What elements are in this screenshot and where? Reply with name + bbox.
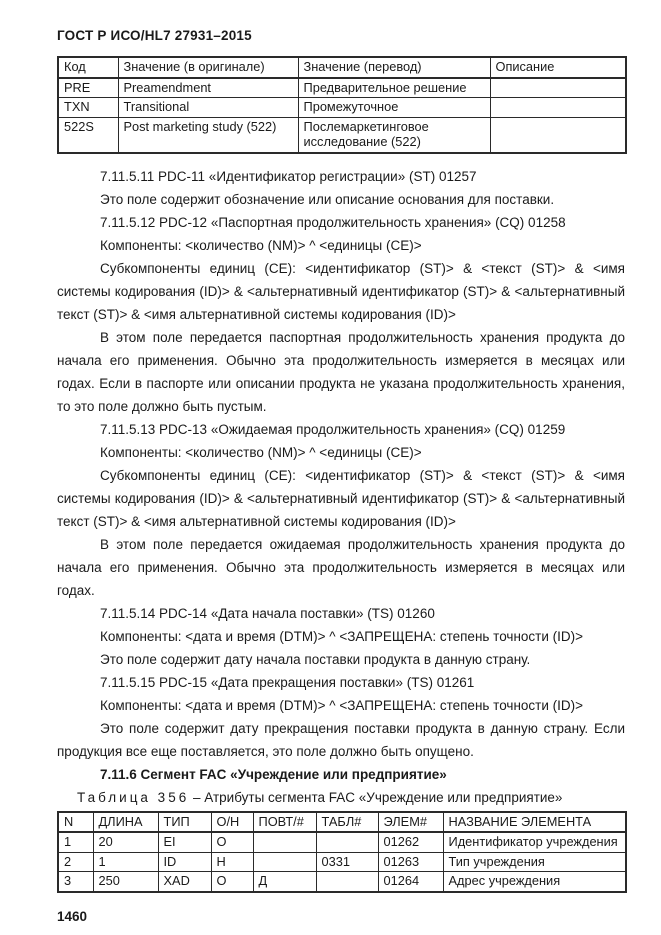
code-values-table-head [58,57,626,78]
table-cell: Н [211,852,253,872]
paragraph: Субкомпоненты единиц (CE): <идентификатор (ST)> & <текст (ST)> & <имя системы кодирования (ID)> & <альтернативный идентификатор (ST)> & <альтернативный текст (ST)> & <имя альтернативной системы кодирования (ID)> [57,260,625,322]
table-caption-dash: – [192,789,201,805]
table-row [58,98,626,118]
table-caption [57,786,625,809]
column-header: ТИП [158,812,211,833]
table-cell: 250 [93,872,158,892]
column-header: НАЗВАНИЕ ЭЛЕМЕНТА [443,812,626,833]
column-header: Значение (в оригинале) [118,57,298,78]
table-cell [316,872,378,892]
paragraph: 7.11.5.14 PDC-14 «Дата начала поставки» (TS) 01260 [100,605,435,621]
paragraph: В этом поле передается ожидаемая продолжительность хранения продукта до начала его применения. Обычно эта продолжительность измеряется в месяцах или годах. [57,536,625,598]
table-cell: 2 [58,852,93,872]
table-row [58,872,626,892]
table-cell: О [211,832,253,852]
table-cell: Тип учреждения [443,852,626,872]
column-header: О/Н [211,812,253,833]
table-cell [490,98,626,118]
table-cell: Идентификатор учреждения [443,832,626,852]
section-block [57,763,625,809]
paragraph: Компоненты: <количество (NM)> ^ <единицы (CE)> [100,237,422,253]
column-header: Значение (перевод) [298,57,490,78]
fac-attributes-table [57,811,627,893]
fac-attributes-table-body [58,832,626,892]
table-row [58,78,626,98]
table-cell: 0331 [316,852,378,872]
table-cell: О [211,872,253,892]
table-cell: 3 [58,872,93,892]
table-caption-label: Таблица 356 [77,789,190,805]
table-cell: Адрес учреждения [443,872,626,892]
column-header: ТАБЛ# [316,812,378,833]
fac-attributes-table-head [58,812,626,833]
table-cell: 522S [58,117,118,153]
section-heading: 7.11.6 Сегмент FAC «Учреждение или предприятие» [100,766,447,782]
table-cell: 1 [58,832,93,852]
table-cell: 01264 [378,872,443,892]
header-row [58,57,626,78]
paragraph: 7.11.5.15 PDC-15 «Дата прекращения поставки» (TS) 01261 [100,674,475,690]
table-cell: TXN [58,98,118,118]
page-number: 1460 [57,908,88,924]
paragraph: Это поле содержит обозначение или описание основания для поставки. [100,191,555,207]
table-cell: ID [158,852,211,872]
paragraph: Субкомпоненты единиц (CE): <идентификатор (ST)> & <текст (ST)> & <имя системы кодирования (ID)> & <альтернативный идентификатор (ST)> & <альтернативный текст (ST)> & <имя альтернативной системы кодирования (ID)> [57,467,625,529]
table-cell: Д [253,872,316,892]
column-header: Код [58,57,118,78]
table-cell: 1 [93,852,158,872]
column-header: ЭЛЕМ# [378,812,443,833]
table-cell: Промежуточное [298,98,490,118]
code-values-table [57,56,627,154]
table-cell [490,117,626,153]
standard-title: ГОСТ Р ИСО/HL7 27931–2015 [57,28,252,43]
column-header: ДЛИНА [93,812,158,833]
paragraph: Компоненты: <количество (NM)> ^ <единицы (CE)> [100,444,422,460]
table-cell: XAD [158,872,211,892]
paragraph: Это поле содержит дату начала поставки продукта в данную страну. [100,651,531,667]
table-row [58,852,626,872]
table-cell: 01262 [378,832,443,852]
table-cell [253,832,316,852]
body-text [57,165,625,763]
table-caption-text: Атрибуты сегмента FAC «Учреждение или предприятие» [204,789,563,805]
table-row [58,832,626,852]
table-cell: Послемаркетинговое исследование (522) [298,117,490,153]
paragraph: Компоненты: <дата и время (DTM)> ^ <ЗАПРЕЩЕНА: степень точности (ID)> [100,697,584,713]
table-cell: Post marketing study (522) [118,117,298,153]
table-cell: Предварительное решение [298,78,490,98]
code-values-table-body [58,78,626,153]
column-header: N [58,812,93,833]
table-cell: EI [158,832,211,852]
header-row [58,812,626,833]
table-cell: Preamendment [118,78,298,98]
table-row [58,117,626,153]
column-header: Описание [490,57,626,78]
paragraph: Компоненты: <дата и время (DTM)> ^ <ЗАПРЕЩЕНА: степень точности (ID)> [100,628,584,644]
paragraph: Это поле содержит дату прекращения поставки продукта в данную страну. Если продукция все еще поставляется, это поле должно быть опущено. [57,720,625,759]
paragraph: 7.11.5.12 PDC-12 «Паспортная продолжительность хранения» (CQ) 01258 [100,214,566,230]
table-cell [253,852,316,872]
table-cell: PRE [58,78,118,98]
table-cell: 01263 [378,852,443,872]
table-cell [316,832,378,852]
paragraph: 7.11.5.11 PDC-11 «Идентификатор регистрации» (ST) 01257 [100,168,477,184]
table-cell: Transitional [118,98,298,118]
table-cell [490,78,626,98]
table-cell: 20 [93,832,158,852]
paragraph: 7.11.5.13 PDC-13 «Ожидаемая продолжительность хранения» (CQ) 01259 [100,421,566,437]
paragraph: В этом поле передается паспортная продолжительность хранения продукта до начала его применения. Обычно эта продолжительность измеряется в месяцах или годах. Если в паспорте или описании продукта не указана продолжительность хранения, то это поле должно быть пустым. [57,329,625,414]
column-header: ПОВТ/# [253,812,316,833]
